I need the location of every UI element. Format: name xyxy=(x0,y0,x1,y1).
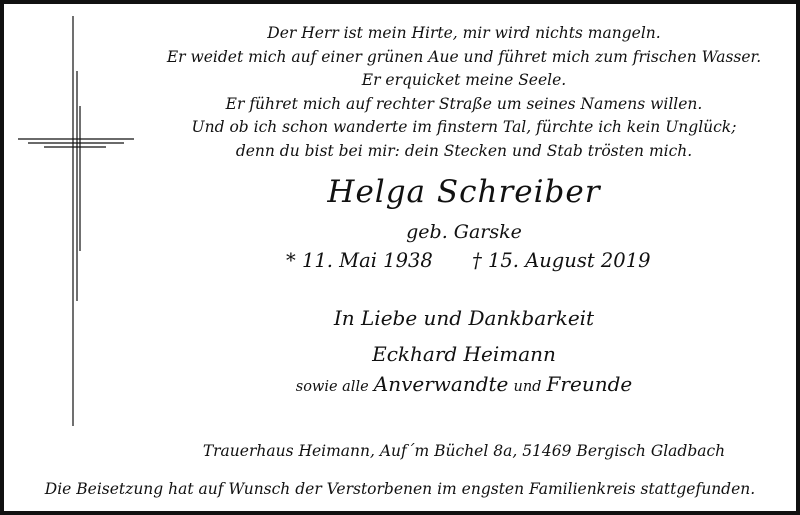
mourning-house-address: Trauerhaus Heimann, Auf´m Büchel 8a, 51469 Bergisch Gladbach xyxy=(202,442,726,460)
relatives-line xyxy=(144,372,784,396)
burial-note: Die Beisetzung hat auf Wunsch der Verstorbenen im engsten Familienkreis stattgefunden. xyxy=(44,480,756,498)
psalm-line: Er führet mich auf rechter Straße um seines Namens willen. xyxy=(225,94,703,113)
psalm-line: Der Herr ist mein Hirte, mir wird nichts mangeln. xyxy=(267,24,661,42)
mourner-name: Eckhard Heimann xyxy=(372,342,556,366)
relatives-word: Anverwandte xyxy=(373,372,509,396)
maiden-name: geb. Garske xyxy=(406,221,522,243)
psalm-text xyxy=(144,22,784,163)
death-date: † 15. August 2019 xyxy=(472,249,651,272)
cross-icon xyxy=(18,16,138,428)
deceased-name: Helga Schreiber xyxy=(327,174,601,210)
psalm-line: Er weidet mich auf einer grünen Aue und führet mich zum frischen Wasser. xyxy=(166,47,762,66)
psalm-line: Er erquicket meine Seele. xyxy=(361,71,567,89)
psalm-line: denn du bist bei mir: dein Stecken und Stab trösten mich. xyxy=(235,141,693,160)
birth-date: * 11. Mai 1938 xyxy=(286,249,433,272)
relatives-connector: und xyxy=(513,379,542,395)
psalm-line: Und ob ich schon wanderte im finstern Tal, fürchte ich kein Unglück; xyxy=(191,118,737,136)
friends-word: Freunde xyxy=(546,372,633,396)
mourners-intro: In Liebe und Dankbarkeit xyxy=(333,306,595,330)
relatives-prefix: sowie alle xyxy=(295,379,369,395)
